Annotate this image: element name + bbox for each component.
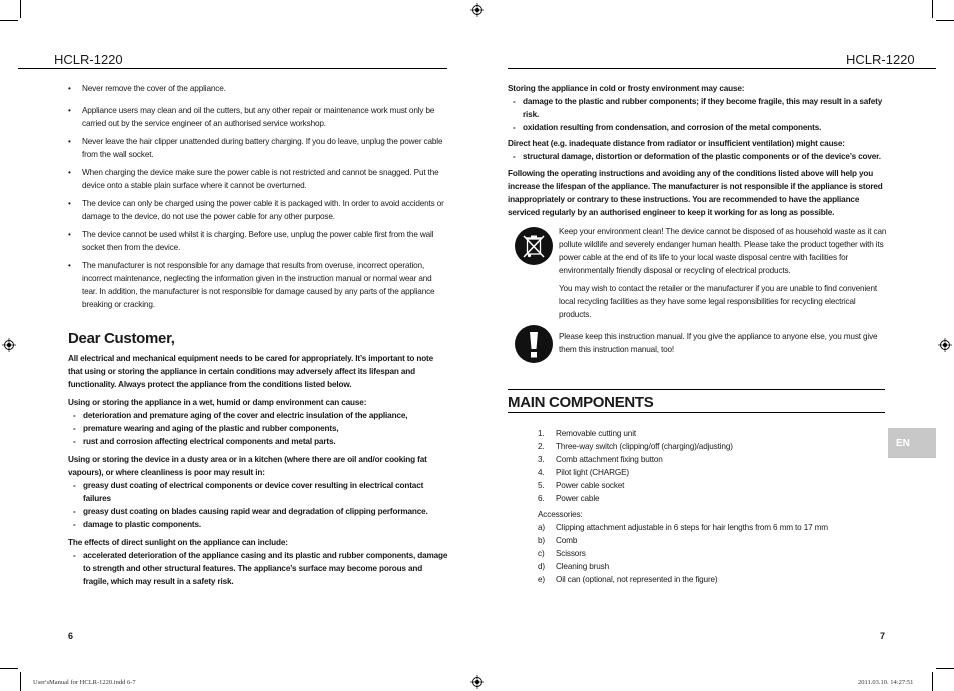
environment-paragraph-2: You may wish to contact the retailer or the manufacturer if you are unable to find convenient local recycling facilities as they have some legal responsibilities for recycling electrical products.: [559, 284, 877, 319]
list-item: - structural damage, distortion or deformation of the plastic components or of the device’s cover.: [508, 150, 888, 163]
crossed-out-wheelie-bin-icon: [515, 227, 553, 265]
environment-paragraph-1: Keep your environment clean! The device cannot be disposed of as household waste as it can pollute wildlife and severely endanger human health. Please take the product together with its power cable at the end of its life to your local waste disposal centre with facilities for environmentally friendly disposal or recycling of electrical products.: [559, 227, 887, 275]
crop-mark: [0, 668, 18, 669]
sun-list: [68, 549, 448, 588]
heat-list: [508, 150, 888, 163]
list-item: - accelerated deterioration of the appliance casing and its plastic and rubber components, damage to strength and other structural features. The appliance’s surface may become porous and fragile, which may result in a safety risk.: [68, 549, 448, 588]
list-item: [538, 427, 883, 440]
item-text: Three-way switch (clipping/off (charging)/adjusting): [556, 442, 733, 451]
list-item: [538, 560, 883, 573]
list-item: - damage to plastic components.: [68, 518, 448, 531]
list-item: • The device can only be charged using the power cable it is packaged with. In order to avoid accidents or damage to the device, do not use the power cable for any other purpose.: [68, 197, 446, 223]
item-number: a): [538, 523, 545, 532]
list-item: - oxidation resulting from condensation, and corrosion of the metal components.: [508, 121, 888, 134]
following-paragraph: Following the operating instructions and avoiding any of the conditions listed above will help you increase the lifespan of the appliance. The manufacturer is not responsible if the appliance is stored inappropriately or contrary to these instructions. You are recommended to have the appliance serviced regularly by an authorised engineer to keep it working for as long as possible.: [508, 169, 883, 217]
item-text: Cleaning brush: [556, 562, 609, 571]
list-item: [538, 547, 883, 560]
item-number: 1.: [538, 429, 545, 438]
registration-mark-icon: [938, 338, 952, 352]
accessories-list: [538, 521, 883, 586]
list-item: - deterioration and premature aging of the cover and electric insulation of the appliance,: [68, 409, 448, 422]
list-item: [538, 440, 883, 453]
list-item: [538, 453, 883, 466]
components-bottom-rule: [508, 412, 885, 413]
item-number: b): [538, 536, 545, 545]
header-rule-right: [508, 68, 936, 69]
list-item: - damage to the plastic and rubber components; if they become fragile, this may result in a safety risk.: [508, 95, 888, 121]
list-item: - premature wearing and aging of the plastic and rubber components,: [68, 422, 448, 435]
heat-title: Direct heat (e.g. inadequate distance from radiator or insufficient ventilation) might cause:: [508, 139, 845, 148]
item-text: Comb attachment fixing button: [556, 455, 663, 464]
list-item: [538, 521, 883, 534]
item-number: 4.: [538, 468, 545, 477]
dusty-title: Using or storing the device in a dusty area or in a kitchen (where there are oil and/or cooking fat vapours), or where cleanliness is poor may result in:: [68, 455, 427, 477]
header-model-left: HCLR-1220: [54, 52, 123, 67]
list-item: • Appliance users may clean and oil the cutters, but any other repair or maintenance work must only be carried out by the service engineer of an authorised service workshop.: [68, 104, 446, 130]
registration-mark-icon: [470, 675, 484, 689]
item-text: Power cable socket: [556, 481, 625, 490]
crop-mark: [936, 20, 954, 21]
list-item: • Never remove the cover of the appliance.: [68, 82, 446, 95]
safety-bullet-list: [68, 82, 446, 311]
item-text: Removable cutting unit: [556, 429, 636, 438]
list-item: - greasy dust coating of electrical components or device cover resulting in electrical contact failures: [68, 479, 448, 505]
list-item: - greasy dust coating on blades causing rapid wear and degradation of clipping performance.: [68, 505, 448, 518]
crop-mark: [0, 20, 18, 21]
crop-mark: [20, 0, 21, 18]
storage-section: [508, 82, 888, 219]
list-item: [538, 479, 883, 492]
item-number: e): [538, 575, 545, 584]
item-text: Scissors: [556, 549, 586, 558]
sun-title: The effects of direct sunlight on the appliance can include:: [68, 538, 288, 547]
footer-filename: User'sManual for HCLR-1220.indd 6-7: [33, 679, 136, 686]
list-item: [538, 534, 883, 547]
keep-manual-text: Please keep this instruction manual. If you give the appliance to anyone else, you must give them this instruction manual, too!: [559, 332, 878, 354]
item-number: 3.: [538, 455, 545, 464]
list-item: • Never leave the hair clipper unattended during battery charging. If you do leave, unplug the power cable from the wall socket.: [68, 135, 446, 161]
registration-mark-icon: [470, 3, 484, 17]
list-item: • The device cannot be used whilst it is charging. Before use, unplug the power cable first from the wall socket then from the device.: [68, 228, 446, 254]
components-heading: MAIN COMPONENTS: [508, 394, 654, 411]
components-list: [538, 427, 883, 505]
care-section: [68, 352, 448, 588]
item-text: Comb: [556, 536, 578, 545]
header-rule-left: [18, 68, 447, 69]
language-tab-en: EN: [888, 428, 936, 458]
environment-text: [559, 225, 887, 321]
dusty-list: [68, 479, 448, 531]
item-number: 5.: [538, 481, 545, 490]
left-page-content: [68, 82, 446, 316]
cold-title: Storing the appliance in cold or frosty environment may cause:: [508, 84, 745, 93]
item-number: c): [538, 549, 545, 558]
page-number-left: 6: [68, 631, 74, 641]
crop-mark: [932, 672, 933, 691]
cold-list: [508, 95, 888, 134]
list-item: - rust and corrosion affecting electrical components and metal parts.: [68, 435, 448, 448]
list-item: [538, 466, 883, 479]
item-number: 2.: [538, 442, 545, 451]
crop-mark: [20, 672, 21, 691]
wet-list: [68, 409, 448, 448]
wet-title: Using or storing the appliance in a wet, humid or damp environment can cause:: [68, 398, 367, 407]
item-number: d): [538, 562, 545, 571]
list-item: • When charging the device make sure the power cable is not restricted and cannot be snagged. Put the device onto a stable plain surface where it cannot be overturned.: [68, 166, 446, 192]
exclamation-icon: [515, 325, 553, 363]
item-number: 6.: [538, 494, 545, 503]
list-item: [538, 573, 883, 586]
footer-timestamp: 2011.03.10. 14:27:51: [858, 679, 914, 686]
dear-customer-heading: Dear Customer,: [68, 330, 175, 347]
accessories-label: Accessories:: [538, 510, 583, 519]
item-text: Oil can (optional, not represented in the figure): [556, 575, 718, 584]
item-text: Pilot light (CHARGE): [556, 468, 629, 477]
crop-mark: [936, 668, 954, 669]
registration-mark-icon: [2, 338, 16, 352]
item-text: Clipping attachment adjustable in 6 steps for hair lengths from 6 mm to 17 mm: [556, 523, 828, 532]
page-number-right: 7: [880, 631, 886, 641]
header-model-right: HCLR-1220: [846, 52, 915, 67]
crop-mark: [932, 0, 933, 18]
components-top-rule: [508, 389, 885, 390]
intro-paragraph: All electrical and mechanical equipment needs to be cared for appropriately. It’s important to note that using or storing the appliance in certain conditions may adversely affect its lifespan and functionality. Always protect the appliance from the conditions listed below.: [68, 354, 434, 389]
components-section: [538, 427, 883, 586]
item-text: Power cable: [556, 494, 600, 503]
list-item: • The manufacturer is not responsible for any damage that results from overuse, incorrect operation, incorrect maintenance, neglecting the information given in the instruction manual or normal wear and tear. In addition, the manufacturer is not responsible for damage caused by any parts of the appliance breaking or cracking.: [68, 259, 446, 311]
list-item: [538, 492, 883, 505]
